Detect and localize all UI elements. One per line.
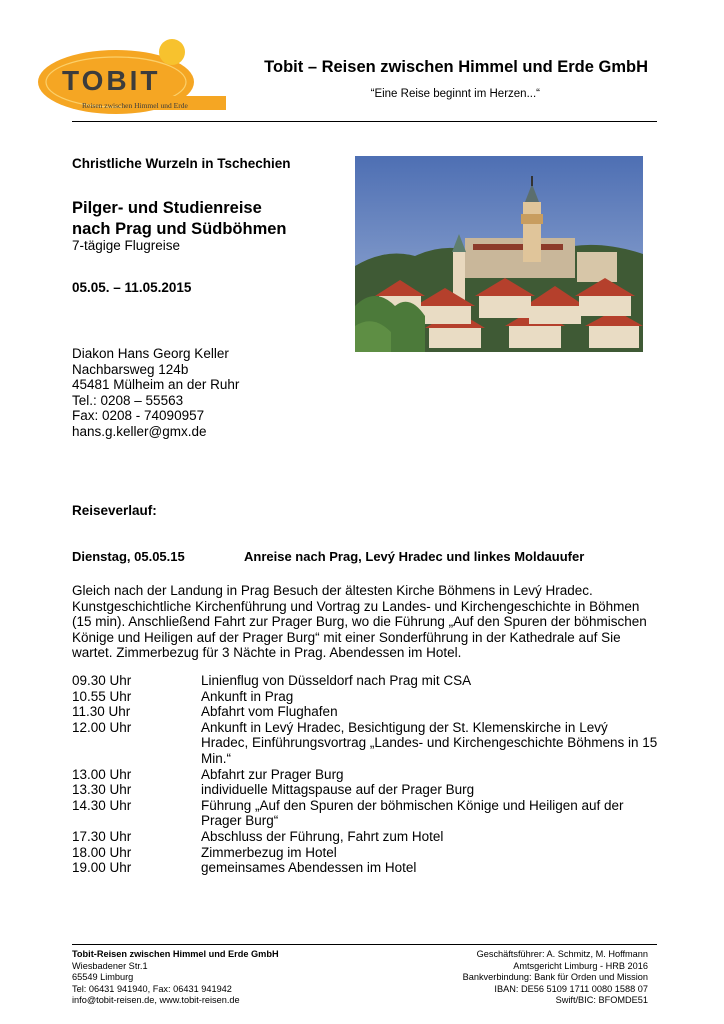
footer-web[interactable]: info@tobit-reisen.de, www.tobit-reisen.de [72,995,240,1006]
activity-line: Prager Burg“ [201,813,279,829]
logo-subtext: Reisen zwischen Himmel und Erde [82,101,188,110]
trip-dates: 05.05. – 11.05.2015 [72,280,192,295]
footer-divider [72,944,657,945]
schedule-row [72,829,658,845]
schedule-row [72,689,658,705]
footer-bic: Swift/BIC: BFOMDE51 [555,995,648,1006]
day1-description [72,583,658,661]
activity-line: individuelle Mittagspause auf der Prager Burg [201,782,475,798]
trip-title [72,198,287,240]
schedule-row [72,704,658,720]
castle-town-photo [355,156,643,352]
contact-name: Diakon Hans Georg Keller [72,346,229,361]
schedule-row [72,845,658,861]
contact-block [72,346,239,440]
footer-bank: Bankverbindung: Bank für Orden und Mission [462,972,648,983]
schedule-row [72,767,658,783]
activity-line: Abfahrt vom Flughafen [201,704,338,720]
description-line: Könige und Heiligen auf der Prager Burg“ mit einer Sonderführung in der Kathedrale auf Sie [72,629,621,645]
day1-title: Anreise nach Prag, Levý Hradec und linkes Moldauufer [244,549,585,564]
footer-right [380,949,648,1007]
schedule-time: 17.30 Uhr [72,828,132,844]
tagline: “Eine Reise beginnt im Herzen...“ [370,88,540,100]
footer-city: 65549 Limburg [72,972,134,983]
footer-court: Amtsgericht Limburg - HRB 2016 [513,960,648,971]
schedule-activity [201,689,658,705]
schedule-time: 09.30 Uhr [72,673,132,688]
description-line: Kunstgeschichtliche Kirchenführung und Vortrag zu Landes- und Kirchengeschichte in Böhmen [72,598,640,614]
schedule-time: 13.30 Uhr [72,782,132,798]
header-divider [72,121,657,122]
activity-line: Hradec, Einführungsvortrag „Landes- und Kirchengeschichte Böhmens in 15 [201,735,658,751]
schedule-row [72,798,658,829]
contact-email[interactable]: hans.g.keller@gmx.de [72,423,207,439]
schedule-activity [201,798,658,829]
footer-street: Wiesbadener Str.1 [72,960,148,971]
footer-management: Geschäftsführer: A. Schmitz, M. Hoffmann [476,949,648,959]
schedule-activity [201,845,658,861]
schedule-time: 12.00 Uhr [72,719,132,735]
trip-subtitle: Christliche Wurzeln in Tschechien [72,156,291,171]
activity-line: Ankunft in Levý Hradec, Besichtigung der St. Klemenskirche in Levý [201,719,608,735]
activity-line: gemeinsames Abendessen im Hotel [201,860,417,876]
activity-line: Ankunft in Prag [201,688,294,704]
trip-title-line1: Pilger- und Studienreise [72,199,262,217]
activity-line: Abschluss der Führung, Fahrt zum Hotel [201,828,444,844]
description-line: (15 min). Anschließend Fahrt zur Prager Burg, wo die Führung „Auf den Spuren der böhmischen [72,614,647,630]
activity-line: Linienflug von Düsseldorf nach Prag mit CSA [201,673,472,688]
schedule-activity [201,782,658,798]
schedule-time: 10.55 Uhr [72,688,132,704]
schedule-activity [201,704,658,720]
schedule-activity [201,673,658,689]
schedule-row [72,860,658,876]
schedule-row [72,720,658,767]
schedule-activity [201,767,658,783]
schedule-activity [201,720,658,767]
description-line: wartet. Zimmerbezug für 3 Nächte in Prag. Abendessen im Hotel. [72,645,462,661]
schedule-activity [201,829,658,845]
footer-left [72,949,279,1007]
contact-city: 45481 Mülheim an der Ruhr [72,377,240,393]
schedule-time: 13.00 Uhr [72,766,132,782]
description-line: Gleich nach der Landung in Prag Besuch der ältesten Kirche Böhmens in Levý Hradec. [72,583,593,598]
itinerary-heading: Reiseverlauf: [72,503,157,518]
schedule-row [72,673,658,689]
activity-line: Abfahrt zur Prager Burg [201,766,344,782]
logo-text: TOBIT [62,65,161,96]
schedule-time: 11.30 Uhr [72,704,131,720]
activity-line: Zimmerbezug im Hotel [201,844,337,860]
footer-company: Tobit-Reisen zwischen Himmel und Erde GmbH [72,949,279,959]
trip-type: 7-tägige Flugreise [72,238,181,253]
schedule-time: 14.30 Uhr [72,797,132,813]
contact-phone: Tel.: 0208 – 55563 [72,392,184,408]
company-title: Tobit – Reisen zwischen Himmel und Erde GmbH [264,58,648,76]
footer-phone-fax: Tel: 06431 941940, Fax: 06431 941942 [72,983,232,994]
contact-street: Nachbarsweg 124b [72,361,189,377]
day1-date: Dienstag, 05.05.15 [72,549,185,564]
activity-line: Min.“ [201,750,231,766]
activity-line: Führung „Auf den Spuren der böhmischen Könige und Heiligen auf der [201,797,624,813]
schedule-time: 19.00 Uhr [72,860,132,876]
contact-fax: Fax: 0208 - 74090957 [72,408,205,424]
trip-title-line2: nach Prag und Südböhmen [72,220,287,238]
company-logo [36,38,232,116]
footer-iban: IBAN: DE56 5109 1711 0080 1588 07 [494,983,648,994]
schedule-activity [201,860,658,876]
schedule-row [72,782,658,798]
schedule-time: 18.00 Uhr [72,844,132,860]
day1-schedule [72,673,658,876]
